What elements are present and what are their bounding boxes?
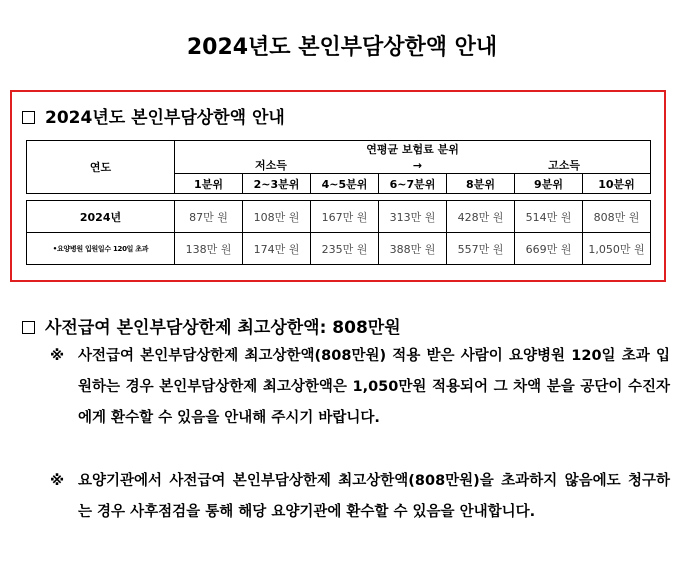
note-item (50, 466, 670, 528)
bracket-header: 9분위 (515, 174, 583, 194)
row-label: 2024년 (27, 201, 175, 233)
note-text: 사전급여 본인부담상한제 최고상한액(808만원) 적용 받은 사람이 요양병원 120일 초과 입원하는 경우 본인부담상한제 최고상한액은 1,050만원 적용되어 그 차액 분을 공단이 수진자에게 환수할 수 있음을 안내해 주시기 바랍니다. (78, 348, 670, 426)
year-header: 연도 (27, 141, 175, 194)
reference-mark-icon: ※ (50, 473, 65, 489)
table-cell: 313만 원 (379, 201, 447, 233)
page-title: 2024년도 본인부담상한액 안내 (186, 35, 498, 60)
table-cell: 669만 원 (515, 233, 583, 265)
checkbox-square-icon (22, 321, 35, 334)
reference-mark-icon: ※ (50, 348, 65, 364)
checkbox-square-icon (22, 111, 35, 124)
bracket-header: 1분위 (175, 174, 243, 194)
table-cell: 87만 원 (175, 201, 243, 233)
arrow-right-icon: → (412, 158, 423, 172)
bracket-header: 10분위 (583, 174, 651, 194)
bracket-header: 4~5분위 (311, 174, 379, 194)
bracket-header: 8분위 (447, 174, 515, 194)
box-heading-text: 2024년도 본인부담상한액 안내 (45, 108, 285, 128)
section-heading-text: 사전급여 본인부담상한제 최고상한액: 808만원 (45, 318, 401, 338)
bracket-header: 2~3분위 (243, 174, 311, 194)
income-range-row (175, 157, 651, 174)
section-heading (22, 313, 401, 338)
table-cell: 167만 원 (311, 201, 379, 233)
table-gap (27, 194, 651, 201)
table-cell: 388만 원 (379, 233, 447, 265)
table-row (27, 233, 651, 265)
low-income-label: 저소득 (255, 159, 287, 172)
note-item (50, 341, 670, 434)
table-cell: 174만 원 (243, 233, 311, 265)
high-income-label: 고소득 (548, 159, 581, 172)
table-cell: 1,050만 원 (583, 233, 651, 265)
copay-cap-table (26, 140, 651, 265)
table-row (27, 201, 651, 233)
table-cell: 428만 원 (447, 201, 515, 233)
table-cell: 138만 원 (175, 233, 243, 265)
table-cell: 557만 원 (447, 233, 515, 265)
table-cell: 108만 원 (243, 201, 311, 233)
group-header: 연평균 보험료 분위 (175, 141, 651, 158)
table-cell: 235만 원 (311, 233, 379, 265)
table-cell: 808만 원 (583, 201, 651, 233)
row-label: •요양병원 입원일수 120일 초과 (27, 233, 175, 265)
bracket-header: 6~7분위 (379, 174, 447, 194)
box-heading (22, 103, 285, 128)
note-text: 요양기관에서 사전급여 본인부담상한제 최고상한액(808만원)을 초과하지 않음에도 청구하는 경우 사후점검을 통해 해당 요양기관에 환수할 수 있음을 안내합니다. (78, 473, 670, 520)
table-cell: 514만 원 (515, 201, 583, 233)
